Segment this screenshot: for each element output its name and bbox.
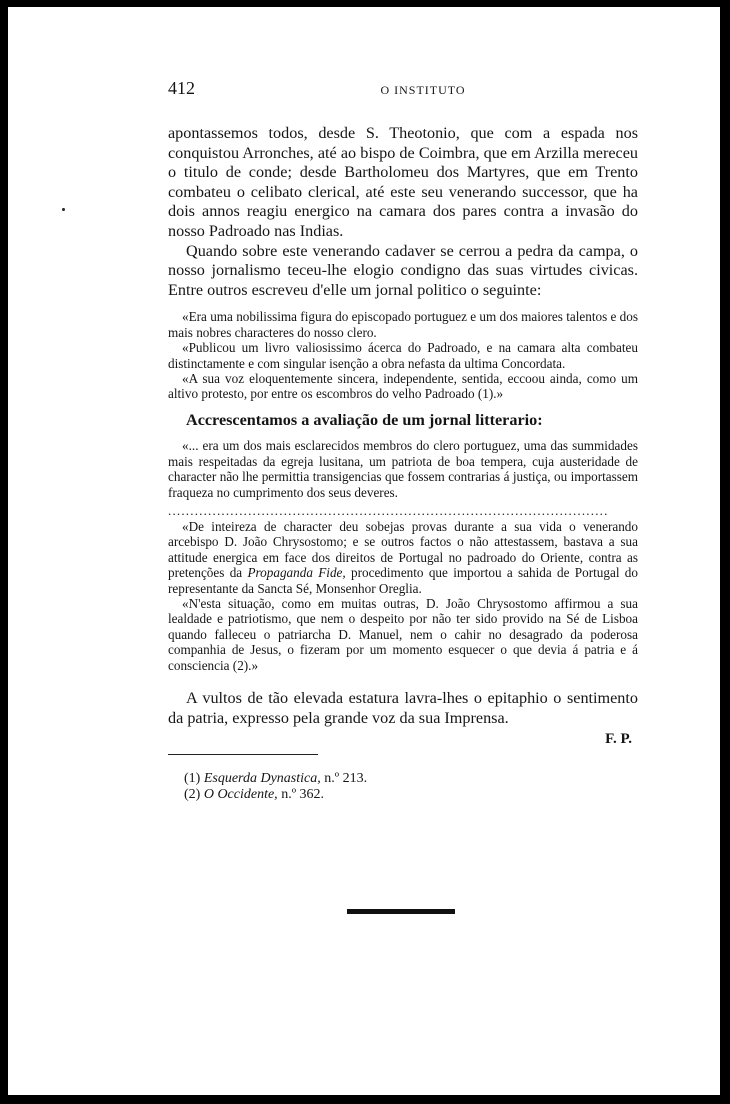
quote-4: «... era um dos mais esclarecidos membros do clero portuguez, uma das summidades mais respeitadas da egreja lusitana, um patriota de boa tempera, cuja austeridade de character não lhe permittia transigencias que fossem contrarias á justiça, ou importassem fraqueza no cumprimento dos seus deveres. (168, 438, 638, 500)
quote-1: «Era uma nobilissima figura do episcopado portuguez e um dos maiores talentos e dos mais nobres characteres do nosso clero. (168, 309, 638, 340)
article-body (168, 124, 638, 803)
footnote-rule (168, 754, 318, 755)
quote-5 (168, 519, 638, 596)
page-number: 412 (168, 78, 195, 98)
ellipsis-dots: ................................................................................................... (168, 504, 609, 517)
footnote-1 (168, 771, 638, 787)
margin-speck (62, 208, 65, 211)
quote-5-italic: Propaganda Fide, (247, 565, 346, 581)
paragraph-1: apontassemos todos, desde S. Theotonio, que com a espada nos conquistou Arronches, até ao bispo de Coimbra, que em Arzilla mereceu o titulo de conde; desde Bartholomeu dos Martyres, que em Trento combateu o celibato clerical, até este seu venerando successor, que ha dois annos reagiu energico na camara dos pares contra a invasão do nosso Padroado nas Indias. (168, 124, 638, 240)
quote-5-text: «De inteireza de character deu sobejas provas durante a sua vida o venerando arcebispo D. João Chrysostomo; e se outros factos o não attestassem, bastava a sua attitude energica em face dos direitos de Portugal no padroado do Oriente, contra as pretenções da (168, 519, 638, 581)
quote-3: «A sua voz eloquentemente sincera, independente, sentida, eccoou ainda, como um altivo protesto, por entre os escombros do velho Padroado (1).» (168, 370, 638, 402)
footnote-1-mark: (1) (184, 771, 201, 787)
running-head: O INSTITUTO (380, 83, 466, 97)
footnote-2-ref: n.º 362. (281, 787, 325, 803)
footnote-2 (168, 787, 638, 803)
paragraph-2: Quando sobre este venerando cadaver se cerrou a pedra da campa, o nosso jornalismo teceu-lhe elogio condigno das suas virtudes civicas. Entre outros escreveu d'elle um jornal politico o seguinte: (168, 241, 638, 299)
page-header (168, 78, 638, 102)
quote-5-text-end: procedimento que importou a sahida de Portugal do representante da Sancta Sé, Monsenhor Oreglia. (168, 565, 638, 596)
signature: F. P. (605, 731, 632, 748)
quote-6: «N'esta situação, como em muitas outras, D. João Chrysostomo affirmou a sua lealdade e patriotismo, que nem o despeito por não ter sido provido na Sé de Lisboa quando falleceu o patriarcha D. Manuel, nem o cahir no desagrado da poderosa companhia de Jesus, o fizeram por um momento esquecer o que devia á patria e á consciencia (2).» (168, 596, 638, 673)
end-ornament-rule (347, 909, 455, 914)
footnote-1-ref: n.º 213. (324, 771, 368, 787)
footnote-2-title: O Occidente, (203, 787, 278, 803)
closing-paragraph: A vultos de tão elevada estatura lavra-lhes o epitaphio o sentimento da patria, expresso pela grande voz da sua Imprensa. (168, 689, 638, 727)
footnote-2-mark: (2) (184, 787, 201, 803)
section-subhead: Accrescentamos a avaliação de um jornal litterario: (186, 410, 543, 429)
footnote-1-title: Esquerda Dynastica, (203, 771, 321, 787)
quote-2: «Publicou um livro valiosissimo ácerca do Padroado, e na camara alta combateu distinctamente e com singular isenção a obra nefasta da ultima Concordata. (168, 340, 638, 371)
